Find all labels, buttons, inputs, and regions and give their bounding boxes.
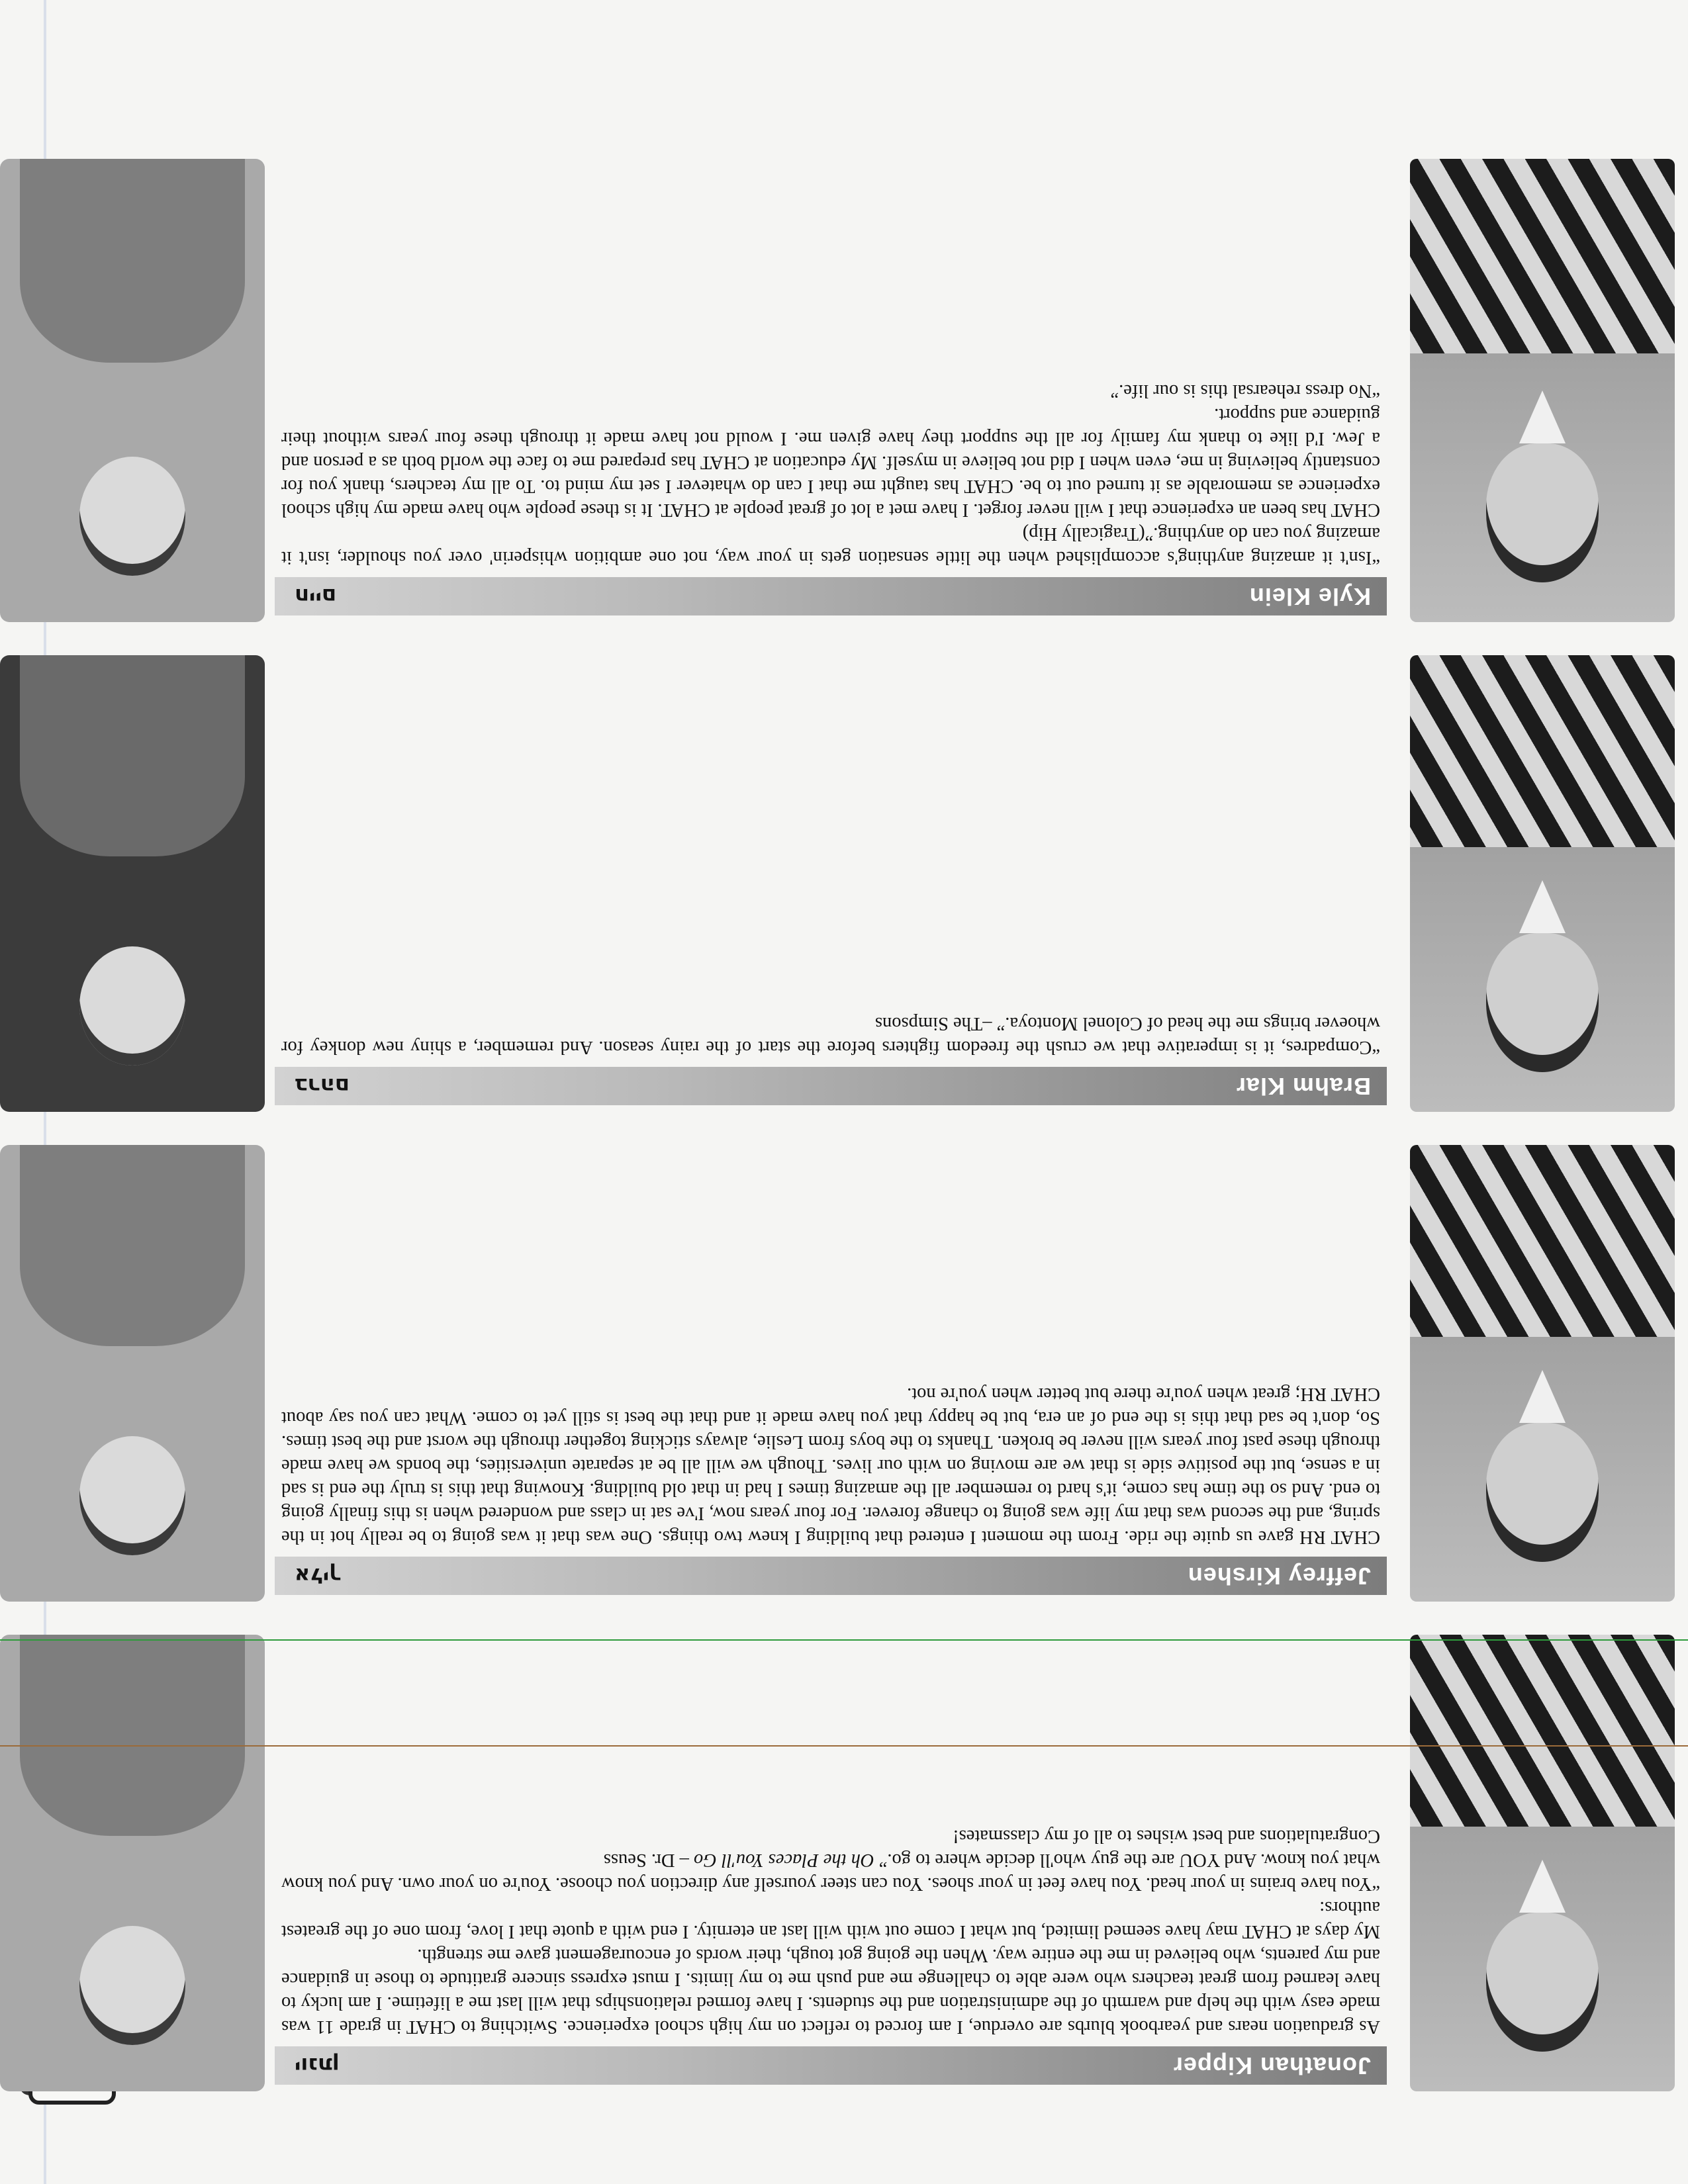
childhood-photo bbox=[0, 1635, 265, 2091]
student-blurb bbox=[281, 379, 1380, 569]
portrait-photo bbox=[1410, 655, 1675, 1112]
hebrew-name: חיים bbox=[295, 584, 337, 609]
student-name: Jonathan Kipper bbox=[1172, 2052, 1371, 2079]
portrait-collar-icon bbox=[1519, 1860, 1566, 1913]
child-shirt-icon bbox=[20, 1145, 245, 1346]
portrait-tie-stripes-icon bbox=[1410, 159, 1675, 353]
scan-guide-line-green bbox=[0, 1639, 1688, 1641]
blurb-paragraph: As graduation nears and yearbook blurbs are overdue, I am forced to reflect on my high school experience. Switching to CHAT in grade 11 was made easy with the help and warmth of the administration and the students. I have formed relationships that will last me a lifetime. I am lucky to have learned from great teachers who were able to challenge me and push me to my limits. I must express sincere gratitude to those in guidance and my parents, who believed in me the entire way. When the going got tough, their words of encouragement gave me strength. bbox=[281, 1945, 1380, 2037]
blurb-paragraph: “Isn't it amazing anything's accomplished when the little sensation gets in your way, not one ambition whisperin' over you shoulder, isn't it amazing you can do anything.”(Tragically Hip) bbox=[281, 523, 1380, 568]
blurb-paragraph: CHAT has been an experience that I will never forget. I have met a lot of great people at CHAT. It is these people who have made my high school experience as memorable as it turned out to be. CHAT has taught me that I can do whatever I set my mind to. To all my teachers, thank you for constantly believing in me, even when I did not believe in myself. My education at CHAT has prepared me to face the world both as a person and a Jew. I'd like to thank my family for all the support they have given me. I would not have made it through these four years without their guidance and support. bbox=[281, 404, 1380, 520]
scan-guide-line-brown bbox=[0, 1745, 1688, 1747]
blurb-paragraph: “No dress rehearsal this is our life.” bbox=[1110, 381, 1380, 401]
student-name: Jeffrey Kirshen bbox=[1187, 1563, 1371, 1590]
name-bar bbox=[275, 577, 1387, 615]
hebrew-name: יונתן bbox=[295, 2053, 340, 2078]
quote-author: – Dr. Seuss bbox=[603, 1850, 694, 1870]
blurb-paragraph: My days at CHAT may have seemed limited, but what I come out with will last an eternity. I end with a quote that I love, from one of the greatest authors: bbox=[281, 1897, 1380, 1942]
portrait-photo bbox=[1410, 1635, 1675, 2091]
portrait-photo bbox=[1410, 159, 1675, 622]
childhood-photo bbox=[0, 655, 265, 1112]
blurb-paragraph: “Compadres, it is imperative that we crush the freedom fighters before the start of the rainy season. And remember, a shiny new donkey for whoever brings me the head of Colonel Montoya.” –The Simpsons bbox=[281, 1013, 1380, 1058]
student-blurb bbox=[281, 1011, 1380, 1059]
blurb-paragraph: Congratulations and best wishes to all of my classmates! bbox=[953, 1826, 1380, 1846]
portrait-tie-stripes-icon bbox=[1410, 1635, 1675, 1827]
blurb-paragraph: CHAT RH gave us quite the ride. From the moment I entered that building I knew two things. One was that it was going to be really hot in the spring, and the second was that my life was going to change forever. For four years now, I've sat in class and wondered when is this finally going to end. And so the time has come, it's hard to remember all the amazing times I had in that old building. Knowing that this is truly the end is sad in a sense, but the positive side is that we are moving on with our lives. Though we will all be at separate universities, the bonds we have made through these past four years will never be broken. Thanks to the boys from Leslie, always sticking together through the worst and the best times. So, don't be sad that this is the end of an era, but be happy that you have made it and that the best is still yet to come. What can you say about CHAT RH; great when you're there but better when you're not. bbox=[281, 1384, 1380, 1547]
hebrew-name: ברהם bbox=[295, 1073, 350, 1099]
childhood-photo bbox=[0, 1145, 265, 1602]
name-bar bbox=[275, 1067, 1387, 1105]
portrait-head-icon bbox=[1486, 1913, 1599, 2052]
child-shirt-icon bbox=[20, 1635, 245, 1836]
portrait-head-icon bbox=[1486, 443, 1599, 582]
child-shirt-icon bbox=[20, 655, 245, 856]
name-bar bbox=[275, 1557, 1387, 1595]
name-bar bbox=[275, 2046, 1387, 2085]
child-face-icon bbox=[79, 1436, 185, 1555]
portrait-collar-icon bbox=[1519, 390, 1566, 443]
student-blurb bbox=[281, 1382, 1380, 1549]
child-face-icon bbox=[79, 946, 185, 1066]
portrait-photo bbox=[1410, 1145, 1675, 1602]
child-shirt-icon bbox=[20, 159, 245, 363]
blurb-quote: “You have brains in your head. You have feet in your shoes. You can steer yourself any direction you choose. You're on your own. And you know what you know. And YOU are the guy who'll decide where to go.” Oh the Places You'll Go – Dr. Seuss bbox=[281, 1850, 1380, 1894]
portrait-collar-icon bbox=[1519, 1370, 1566, 1423]
hebrew-name: אליך bbox=[295, 1563, 342, 1588]
portrait-collar-icon bbox=[1519, 880, 1566, 933]
portrait-head-icon bbox=[1486, 933, 1599, 1072]
portrait-tie-stripes-icon bbox=[1410, 1145, 1675, 1337]
portrait-head-icon bbox=[1486, 1423, 1599, 1562]
quote-source: Oh the Places You'll Go bbox=[693, 1850, 874, 1870]
childhood-photo bbox=[0, 159, 265, 622]
student-blurb bbox=[281, 1824, 1380, 2038]
student-name: Brahm Klar bbox=[1235, 1073, 1371, 1100]
child-face-icon bbox=[79, 457, 185, 576]
student-name: Kyle Klein bbox=[1248, 583, 1371, 610]
child-face-icon bbox=[79, 1926, 185, 2045]
portrait-tie-stripes-icon bbox=[1410, 655, 1675, 847]
